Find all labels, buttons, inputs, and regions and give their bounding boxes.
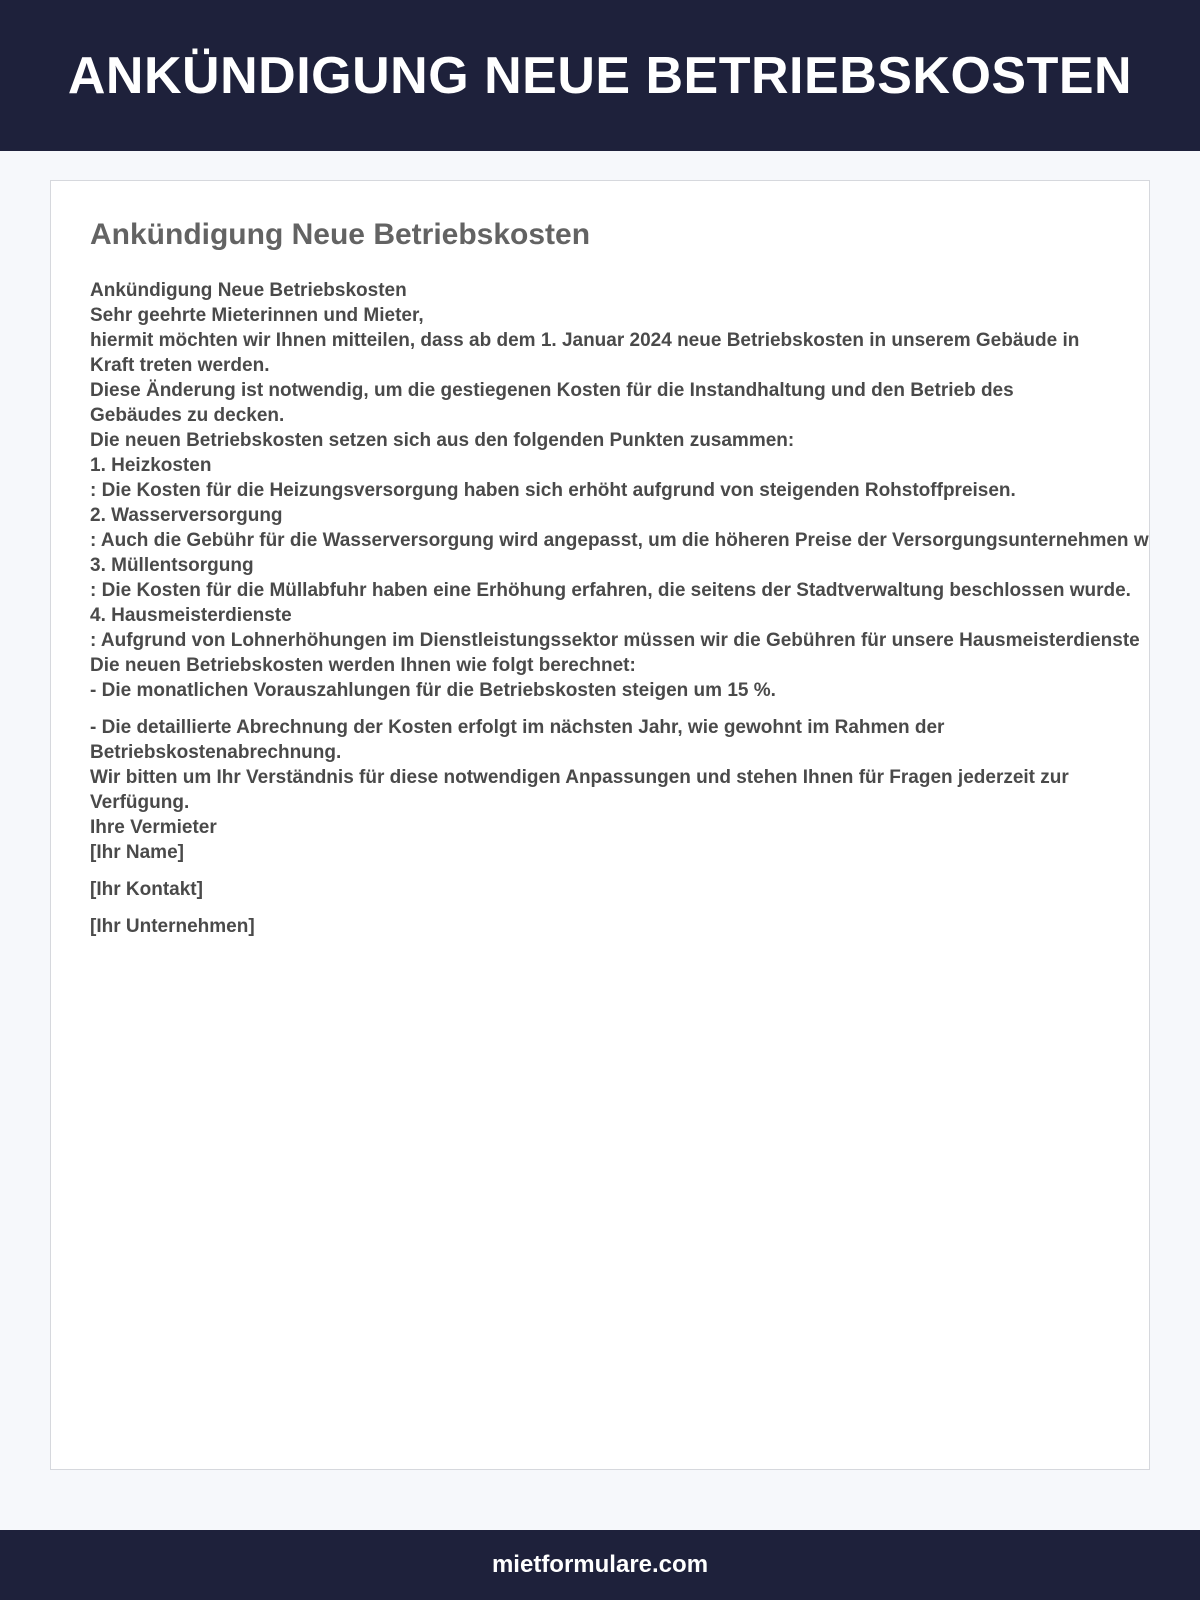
signature-contact: [Ihr Kontakt] — [90, 879, 203, 900]
footer-banner — [0, 1530, 1200, 1600]
document-body — [90, 278, 1149, 939]
footer-site: mietformulare.com — [491, 1551, 709, 1578]
body-line: Ankündigung Neue Betriebskosten — [90, 280, 407, 301]
salutation: Sehr geehrte Mieterinnen und Mieter, — [90, 305, 424, 326]
banner-title: ANKÜNDIGUNG NEUE BETRIEBSKOSTEN — [67, 46, 1133, 105]
signature-name: [Ihr Name] — [90, 842, 184, 863]
list-item-text: : Aufgrund von Lohnerhöhungen im Dienstleistungssektor müssen wir die Gebühren für unsere Hausmeisterdienste — [90, 630, 1140, 651]
body-paragraph: Diese Änderung ist notwendig, um die gestiegenen Kosten für die Instandhaltung und den Betrieb des Gebäudes zu decken. — [90, 380, 1014, 426]
body-paragraph: - Die detaillierte Abrechnung der Kosten erfolgt im nächsten Jahr, wie gewohnt im Rahmen der Betriebskostenabrechnung. — [90, 717, 945, 763]
list-item-text: : Auch die Gebühr für die Wasserversorgung wird angepasst, um die höheren Preise der Versorgungsunternehmen w — [90, 530, 1149, 551]
list-item-text: : Die Kosten für die Müllabfuhr haben eine Erhöhung erfahren, die seitens der Stadtverwaltung beschlossen wurde. — [90, 580, 1131, 601]
list-item-heading: 2. Wasserversorgung — [90, 505, 283, 526]
body-paragraph: hiermit möchten wir Ihnen mitteilen, dass ab dem 1. Januar 2024 neue Betriebskosten in unserem Gebäude in Kraft treten werden. — [90, 330, 1080, 376]
list-item-heading: 3. Müllentsorgung — [90, 555, 254, 576]
body-line: Die neuen Betriebskosten setzen sich aus den folgenden Punkten zusammen: — [90, 430, 795, 451]
list-item-text: : Die Kosten für die Heizungsversorgung haben sich erhöht aufgrund von steigenden Rohstoffpreisen. — [90, 480, 1016, 501]
body-line: Die neuen Betriebskosten werden Ihnen wie folgt berechnet: — [90, 655, 636, 676]
list-item-heading: 1. Heizkosten — [90, 455, 212, 476]
signature-closing: Ihre Vermieter — [90, 817, 217, 838]
list-item-heading: 4. Hausmeisterdienste — [90, 605, 292, 626]
header-banner — [0, 0, 1200, 151]
document-title: Ankündigung Neue Betriebskosten — [90, 218, 591, 251]
body-paragraph: Wir bitten um Ihr Verständnis für diese notwendigen Anpassungen und stehen Ihnen für Fragen jederzeit zur Verfügung. — [90, 767, 1069, 813]
body-line: - Die monatlichen Vorauszahlungen für die Betriebskosten steigen um 15 %. — [90, 680, 776, 701]
signature-company: [Ihr Unternehmen] — [90, 916, 255, 937]
document-card — [50, 180, 1150, 1470]
